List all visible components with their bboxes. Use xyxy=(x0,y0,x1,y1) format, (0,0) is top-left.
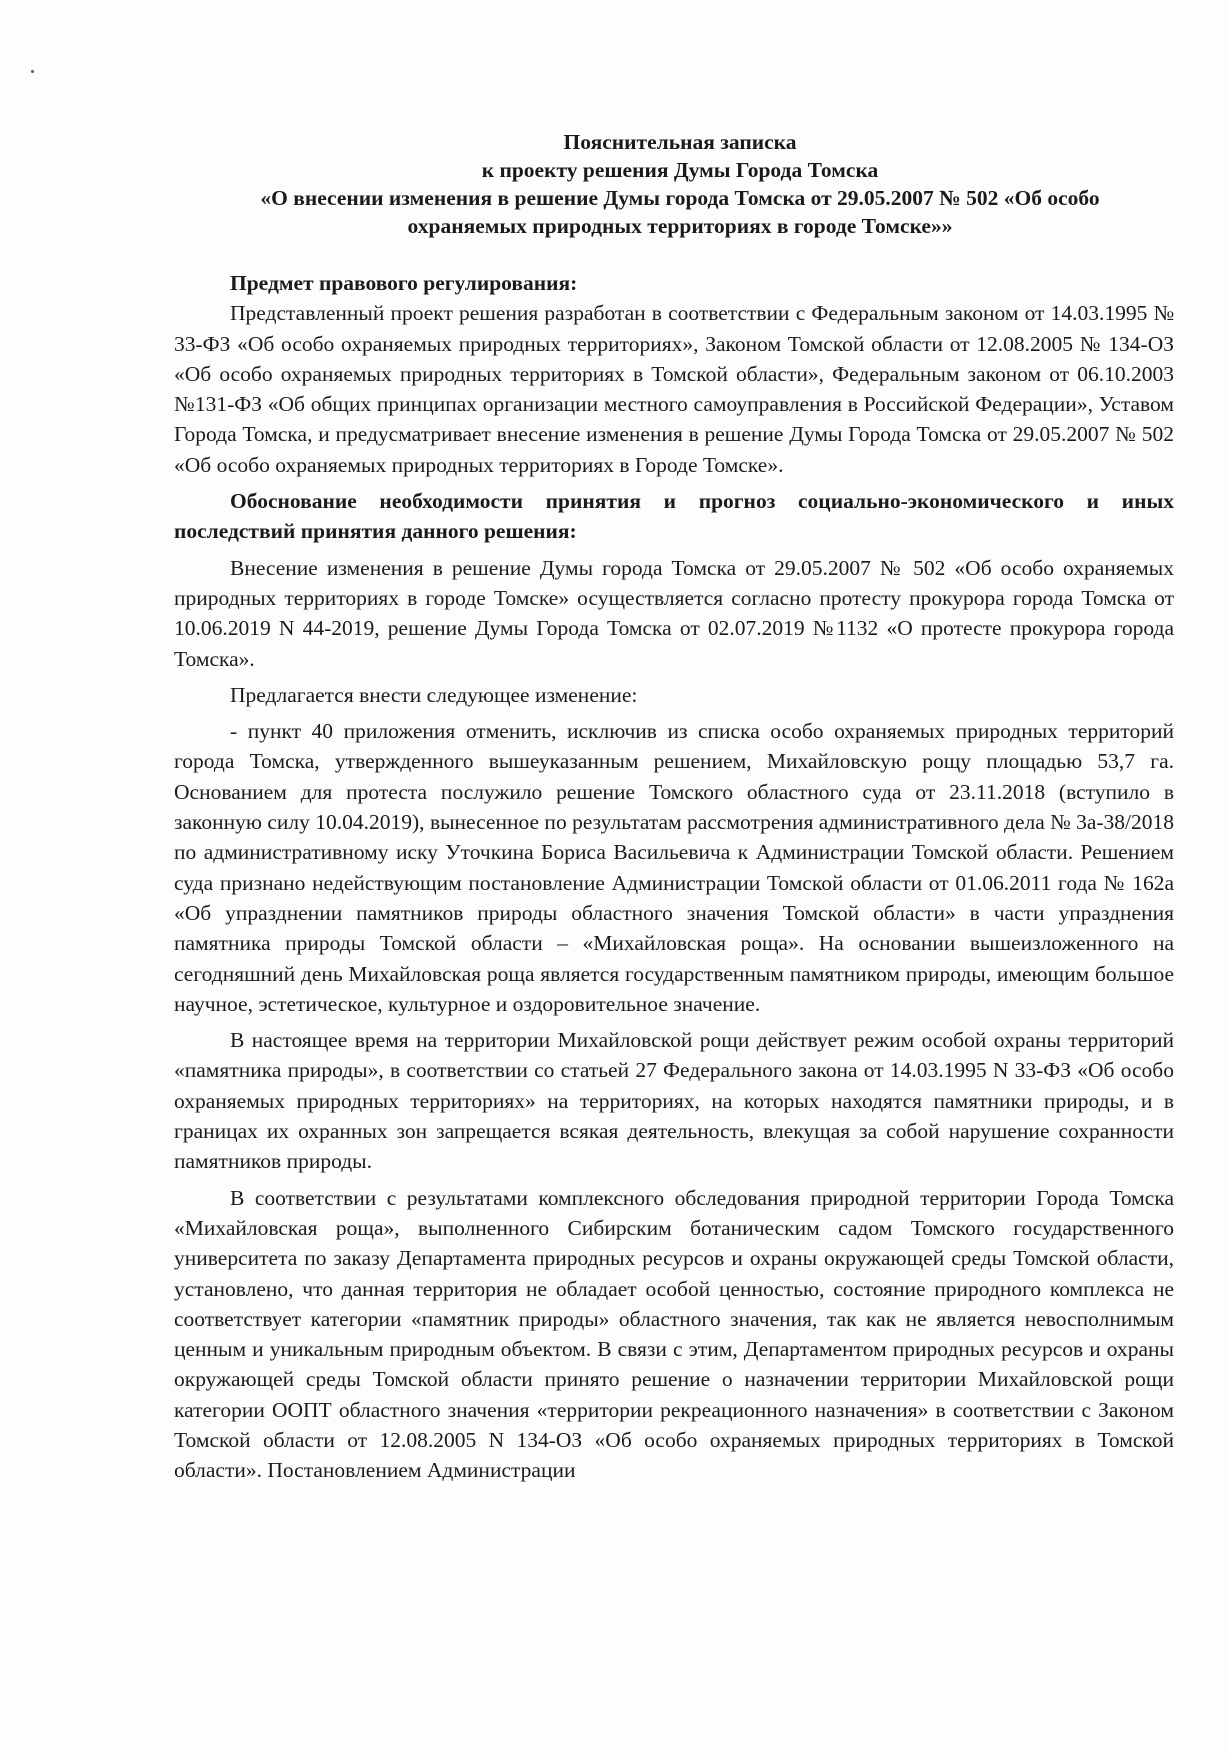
title-line-1: Пояснительная записка xyxy=(563,130,797,154)
title-line-2: к проекту решения Думы Города Томска xyxy=(481,158,879,182)
scan-speck xyxy=(31,70,34,73)
section-heading-justification: Обоснование необходимости принятия и прогноз социально-экономического и иных последствий принятия данного решения: xyxy=(174,489,1174,544)
paragraph-regime: В настоящее время на территории Михайловской рощи действует режим особой охраны территорий «памятника природы», в соответствии со статьей 27 Федерального закона от 14.03.1995 N 33-ФЗ «Об особо охраняемых природных территориях» на территориях, на которых находятся памятники природы, и в границах их охранных зон запрещается всякая деятельность, влекущая за собой нарушение сохранности памятников природы. xyxy=(174,1028,1174,1174)
paragraph-survey: В соответствии с результатами комплексного обследования природной территории Города Томска «Михайловская роща», выполненного Сибирским ботаническим садом Томского государственного университета по заказу Департамента природных ресурсов и охраны окружающей среды Томской области, установлено, что данная территория не обладает особой ценностью, состояние природного комплекса не соответствует категории «памятник природы» областного значения, так как не является невосполнимым ценным и уникальным природным объектом. В связи с этим, Департаментом природных ресурсов и охраны окружающей среды Томской области принято решение о назначении территории Михайловской рощи категории ООПТ областного значения «территории рекреационного назначения» в соответствии с Законом Томской области от 12.08.2005 N 134-ОЗ «Об особо охраняемых природных территориях в Томской области». Постановлением Администрации xyxy=(174,1185,1174,1483)
paragraph-change: - пункт 40 приложения отменить, исключив из списка особо охраняемых природных территорий города Томска, утвержденного вышеуказанным решением, Михайловскую рощу площадью 53,7 га. Основанием для протеста послужило решение Томского областного суда от 23.11.2018 (вступило в законную силу 10.04.2019), вынесенное по результатам рассмотрения административного дела № 3а-38/2018 по административному иску Уточкина Бориса Васильевича к Администрации Томской области. Решением суда признано недействующим постановление Администрации Томской области от 01.06.2011 года № 162а «Об упразднении памятников природы областного значения Томской области» в части упразднения памятника природы Томской области – «Михайловская роща». На основании вышеизложенного на сегодняшний день Михайловская роща является государственным памятником природы, имеющим большое научное, эстетическое, культурное и оздоровительное значение. xyxy=(174,719,1174,1016)
title-line-4: охраняемых природных территориях в городе Томске»» xyxy=(407,214,953,238)
paragraph-subject: Представленный проект решения разработан в соответствии с Федеральным законом от 14.03.1995 № 33-ФЗ «Об особо охраняемых природных территориях», Законом Томской области от 12.08.2005 № 134-ОЗ «Об особо охраняемых природных территориях в Томской области», Федеральным законом от 06.10.2003 №131-ФЗ «Об общих принципах организации местного самоуправления в Российской Федерации», Уставом Города Томска, и предусматривает внесение изменения в решение Думы Города Томска от 29.05.2007 № 502 «Об особо охраняемых природных территориях в Городе Томске». xyxy=(174,301,1174,477)
paragraph-protest: Внесение изменения в решение Думы города Томска от 29.05.2007 № 502 «Об особо охраняемых природных территориях в городе Томске» осуществляется согласно протесту прокурора города Томска от 10.06.2019 N 44-2019, решение Думы Города Томска от 02.07.2019 №1132 «О протесте прокурора города Томска». xyxy=(174,555,1174,671)
document-title xyxy=(160,128,1200,240)
section-heading-subject: Предмет правового регулирования: xyxy=(230,271,578,295)
document-body xyxy=(174,268,1174,1486)
paragraph-proposal: Предлагается внести следующее изменение: xyxy=(230,682,638,707)
title-line-3: «О внесении изменения в решение Думы города Томска от 29.05.2007 № 502 «Об особо xyxy=(260,186,1100,210)
